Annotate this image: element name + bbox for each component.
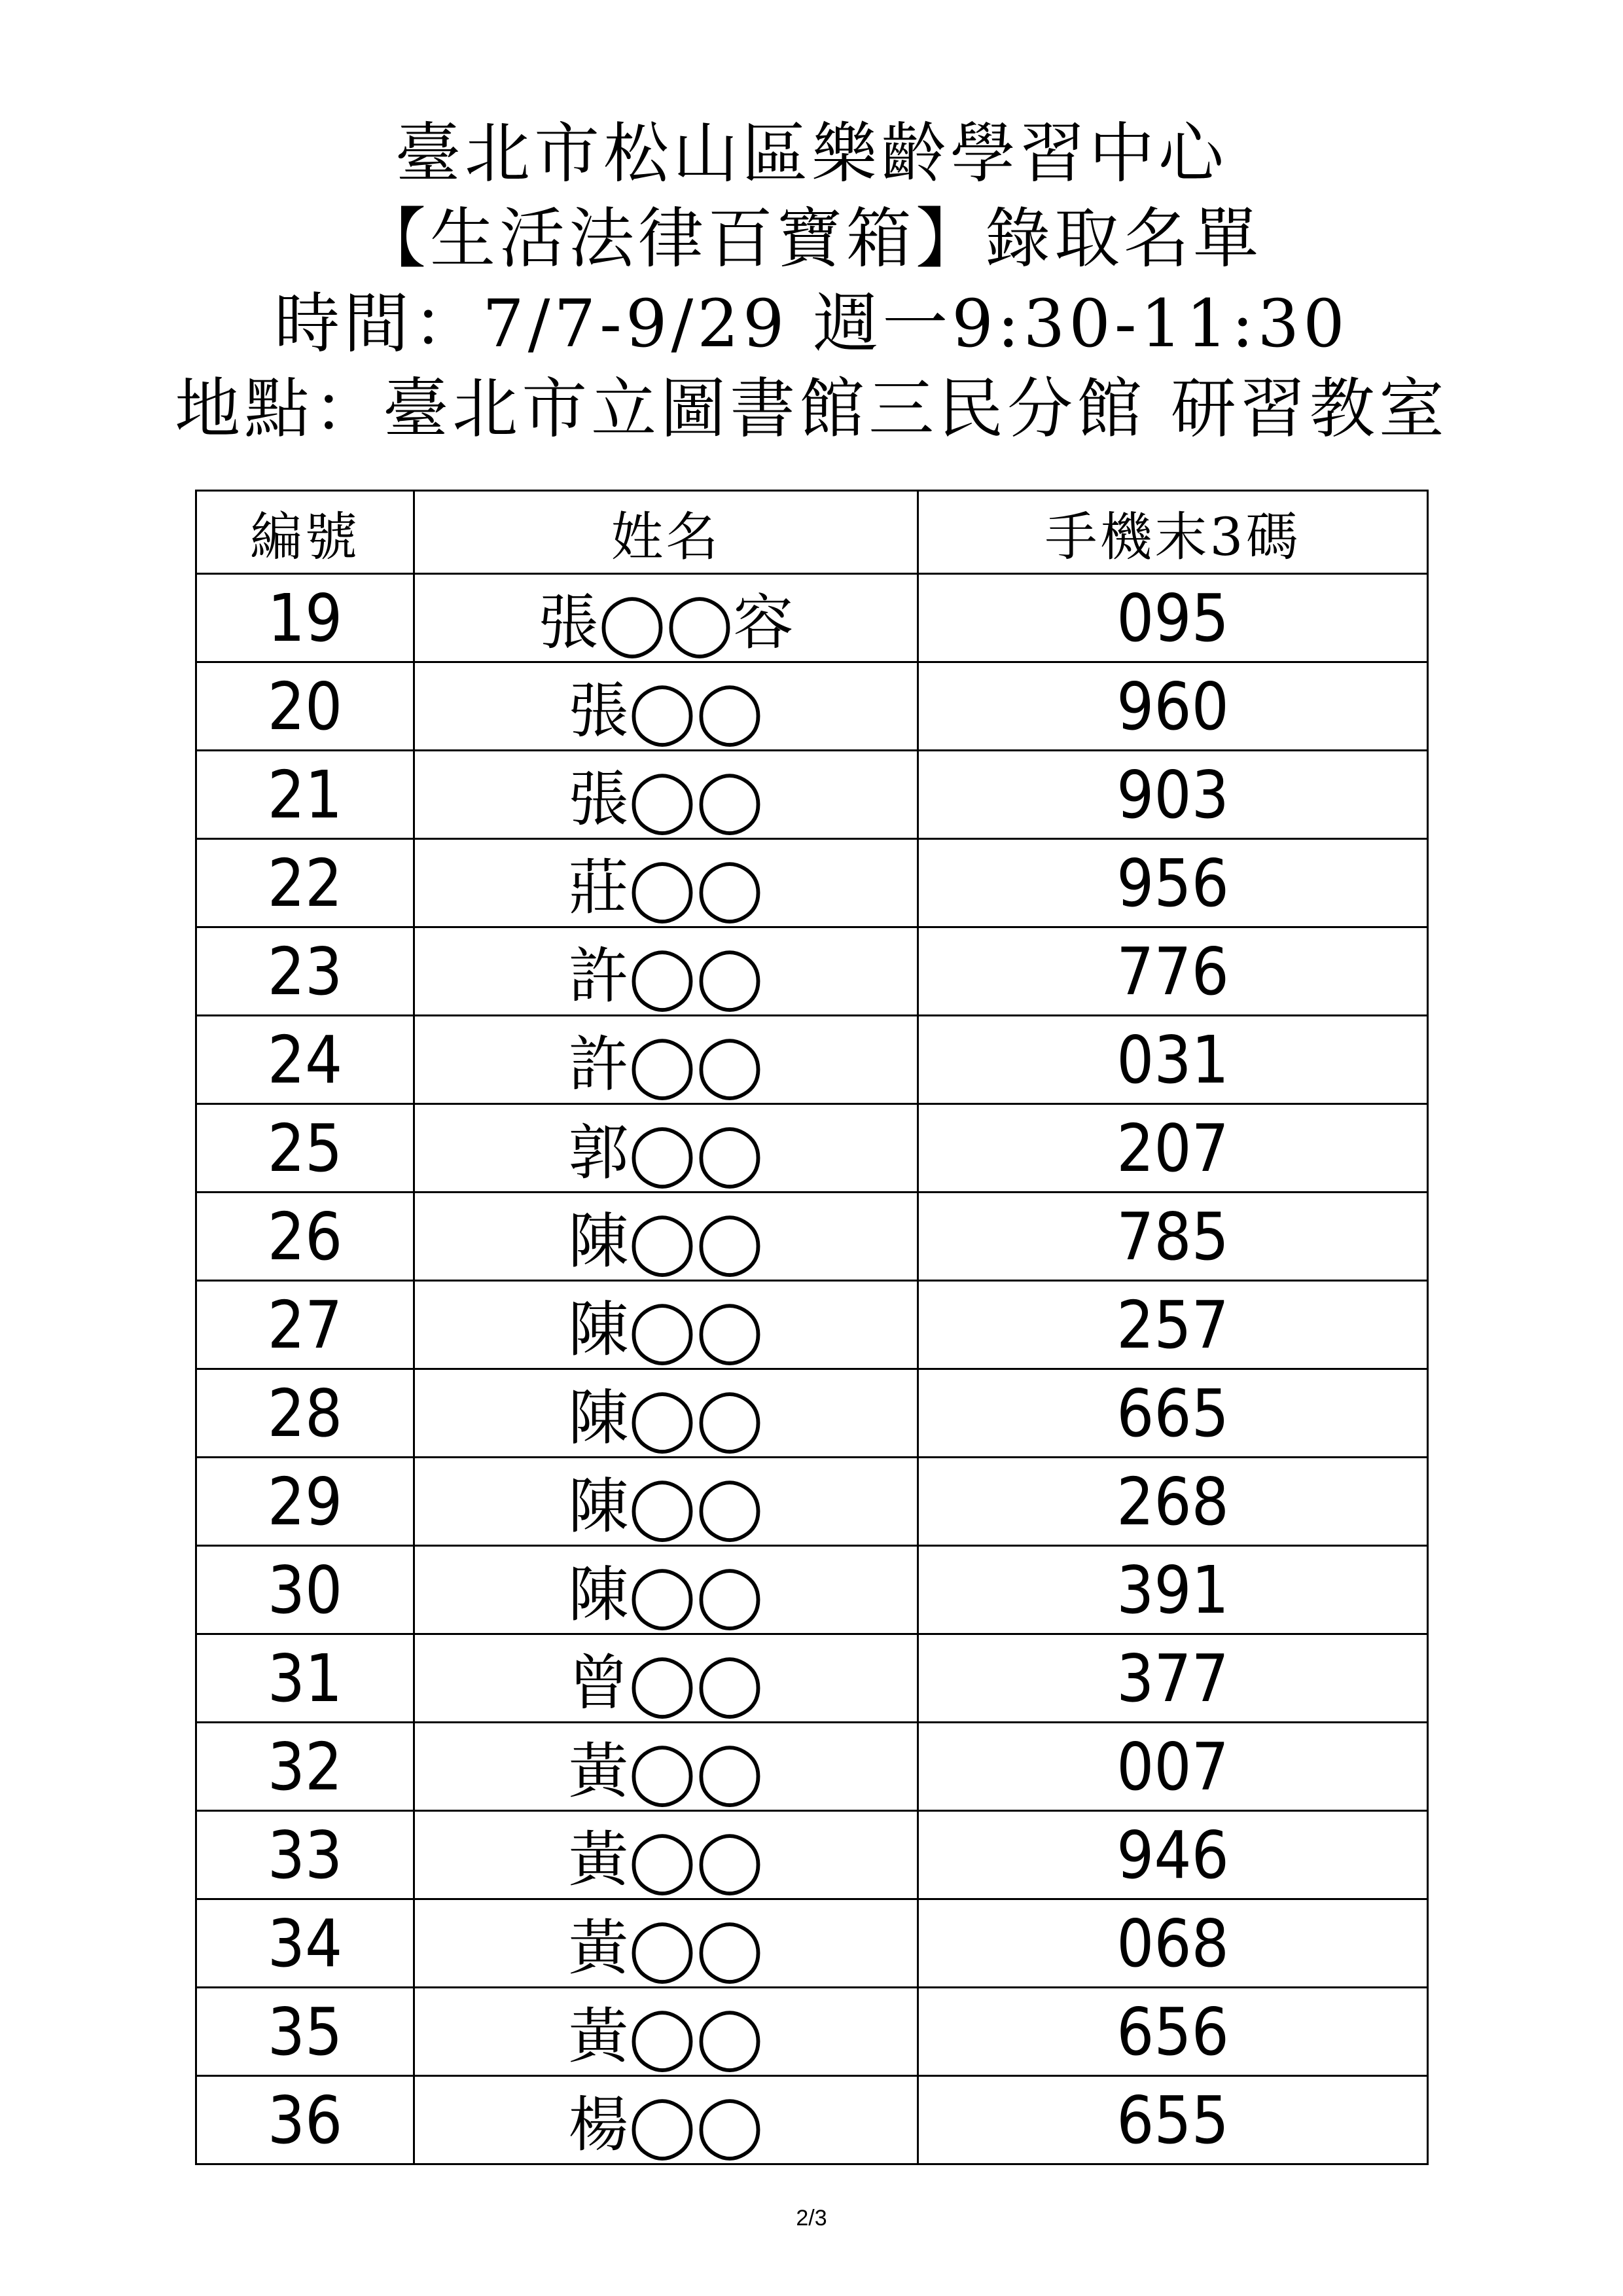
cell-number: 35 xyxy=(196,1988,414,2076)
cell-number: 24 xyxy=(196,1016,414,1104)
table-row xyxy=(196,1369,1428,1458)
cell-phone-last3: 956 xyxy=(918,839,1428,927)
table-row xyxy=(196,1546,1428,1634)
cell-phone-last3: 776 xyxy=(918,927,1428,1016)
cell-number: 31 xyxy=(196,1634,414,1723)
table-row xyxy=(196,839,1428,927)
cell-phone-last3: 207 xyxy=(918,1104,1428,1193)
table-row xyxy=(196,574,1428,662)
table-body xyxy=(196,574,1428,2164)
cell-phone-last3: 257 xyxy=(918,1281,1428,1369)
table-row xyxy=(196,1193,1428,1281)
cell-name: 陳◯◯ xyxy=(414,1193,918,1281)
table-header-row xyxy=(196,491,1428,574)
table-row xyxy=(196,927,1428,1016)
cell-phone-last3: 946 xyxy=(918,1811,1428,1899)
cell-number: 23 xyxy=(196,927,414,1016)
cell-phone-last3: 656 xyxy=(918,1988,1428,2076)
cell-number: 22 xyxy=(196,839,414,927)
cell-phone-last3: 095 xyxy=(918,574,1428,662)
cell-name: 張◯◯ xyxy=(414,751,918,839)
cell-phone-last3: 268 xyxy=(918,1458,1428,1546)
cell-phone-last3: 391 xyxy=(918,1546,1428,1634)
course-location: 地點：臺北市立圖書館三民分館 研習教室 xyxy=(175,370,1448,447)
column-header-name: 姓名 xyxy=(414,491,918,574)
course-time: 時間：7/7-9/29 週一9:30-11:30 xyxy=(274,285,1349,362)
document-header xyxy=(0,111,1623,452)
cell-name: 張◯◯ xyxy=(414,662,918,751)
cell-phone-last3: 377 xyxy=(918,1634,1428,1723)
cell-phone-last3: 655 xyxy=(918,2076,1428,2164)
table-row xyxy=(196,1104,1428,1193)
table-row xyxy=(196,2076,1428,2164)
cell-phone-last3: 068 xyxy=(918,1899,1428,1988)
cell-name: 黃◯◯ xyxy=(414,1899,918,1988)
cell-number: 36 xyxy=(196,2076,414,2164)
cell-number: 33 xyxy=(196,1811,414,1899)
cell-name: 張◯◯容 xyxy=(414,574,918,662)
cell-phone-last3: 903 xyxy=(918,751,1428,839)
cell-phone-last3: 007 xyxy=(918,1723,1428,1811)
cell-name: 黃◯◯ xyxy=(414,1811,918,1899)
cell-name: 黃◯◯ xyxy=(414,1723,918,1811)
cell-name: 郭◯◯ xyxy=(414,1104,918,1193)
cell-number: 25 xyxy=(196,1104,414,1193)
cell-number: 30 xyxy=(196,1546,414,1634)
table-row xyxy=(196,1899,1428,1988)
column-header-number: 編號 xyxy=(196,491,414,574)
page-number: 2/3 xyxy=(796,2206,827,2231)
cell-name: 黃◯◯ xyxy=(414,1988,918,2076)
table-row xyxy=(196,662,1428,751)
column-header-phone: 手機末3碼 xyxy=(918,491,1428,574)
table-row xyxy=(196,1281,1428,1369)
cell-number: 28 xyxy=(196,1369,414,1458)
admission-list-table xyxy=(195,490,1429,2165)
cell-phone-last3: 031 xyxy=(918,1016,1428,1104)
table-row xyxy=(196,1458,1428,1546)
center-title: 臺北市松山區樂齡學習中心 xyxy=(395,115,1228,192)
cell-number: 34 xyxy=(196,1899,414,1988)
cell-number: 26 xyxy=(196,1193,414,1281)
cell-name: 陳◯◯ xyxy=(414,1281,918,1369)
cell-number: 19 xyxy=(196,574,414,662)
table-row xyxy=(196,1723,1428,1811)
cell-number: 20 xyxy=(196,662,414,751)
table-row xyxy=(196,1016,1428,1104)
table-row xyxy=(196,1634,1428,1723)
cell-phone-last3: 960 xyxy=(918,662,1428,751)
table-row xyxy=(196,1811,1428,1899)
cell-number: 29 xyxy=(196,1458,414,1546)
cell-number: 21 xyxy=(196,751,414,839)
cell-name: 陳◯◯ xyxy=(414,1546,918,1634)
cell-name: 許◯◯ xyxy=(414,1016,918,1104)
table-row xyxy=(196,1988,1428,2076)
cell-name: 陳◯◯ xyxy=(414,1369,918,1458)
cell-name: 曾◯◯ xyxy=(414,1634,918,1723)
cell-number: 27 xyxy=(196,1281,414,1369)
cell-name: 許◯◯ xyxy=(414,927,918,1016)
cell-name: 莊◯◯ xyxy=(414,839,918,927)
course-title: 【生活法律百寶箱】錄取名單 xyxy=(361,200,1262,277)
cell-phone-last3: 665 xyxy=(918,1369,1428,1458)
cell-number: 32 xyxy=(196,1723,414,1811)
cell-phone-last3: 785 xyxy=(918,1193,1428,1281)
cell-name: 陳◯◯ xyxy=(414,1458,918,1546)
table-row xyxy=(196,751,1428,839)
cell-name: 楊◯◯ xyxy=(414,2076,918,2164)
